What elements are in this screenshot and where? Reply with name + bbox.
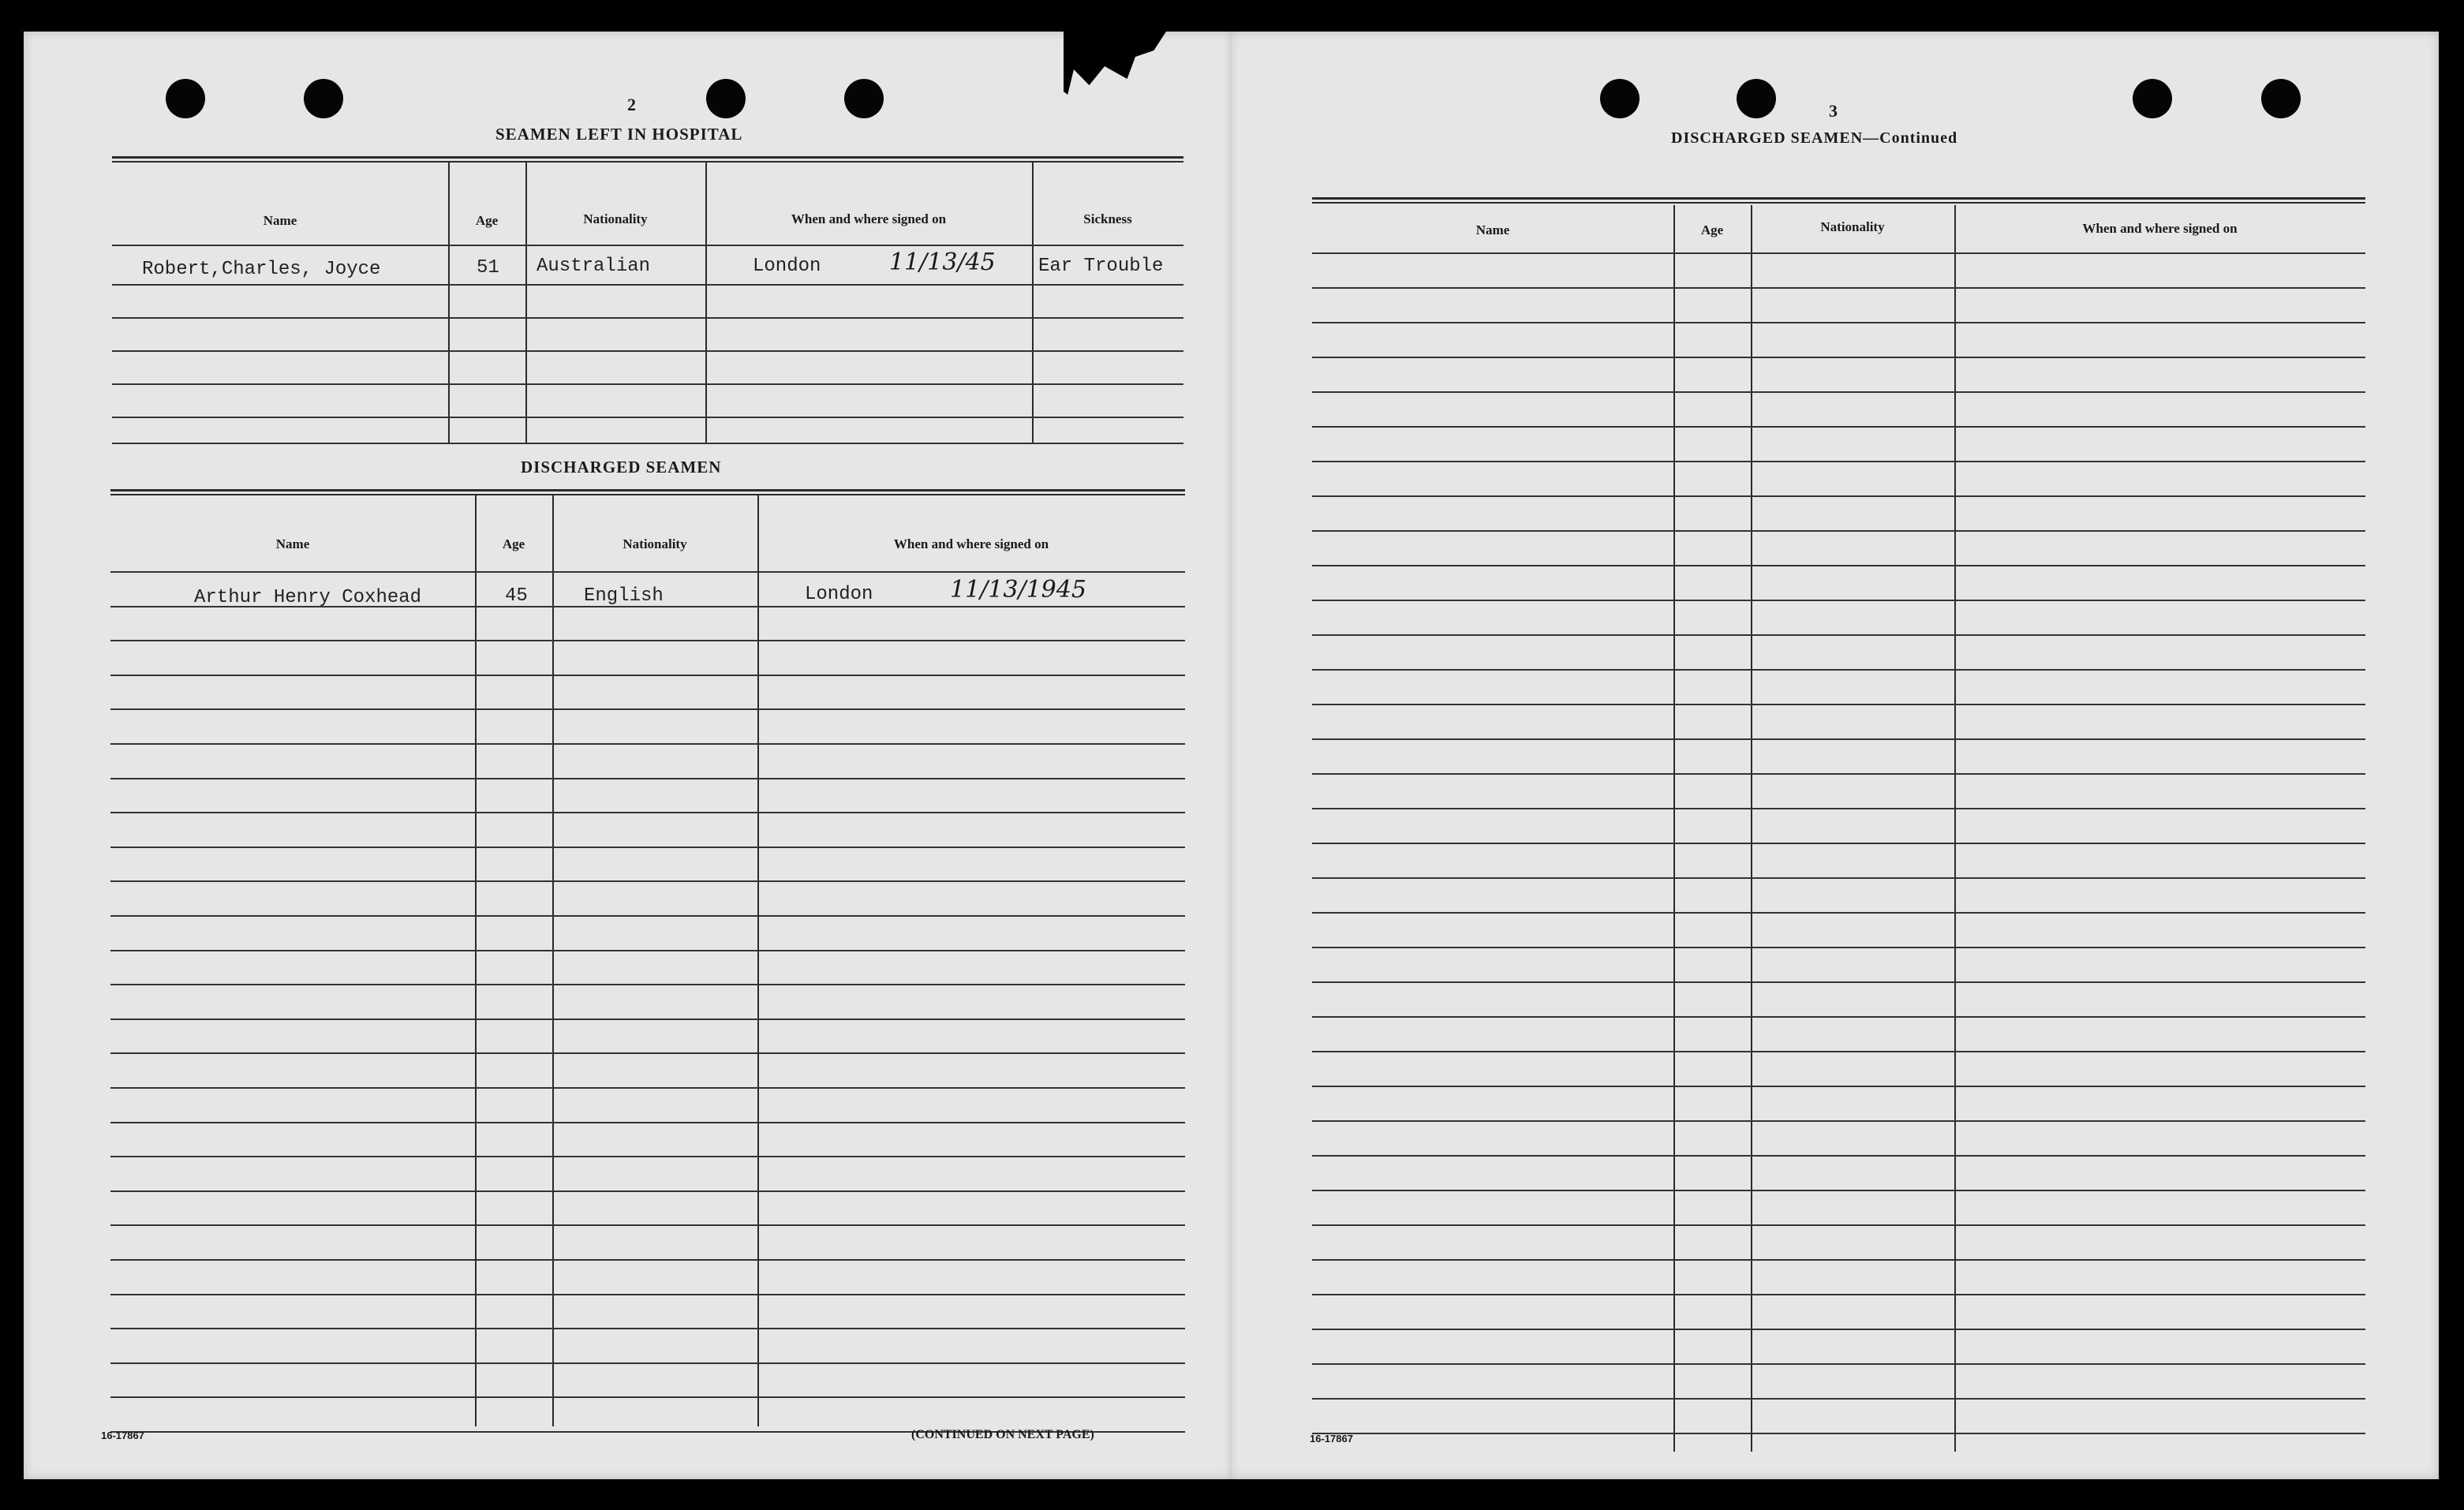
ruled-line bbox=[110, 1259, 1185, 1261]
ruled-line bbox=[1312, 1363, 2365, 1365]
continued-note: (CONTINUED ON NEXT PAGE) bbox=[911, 1428, 1094, 1441]
ruled-line bbox=[110, 640, 1185, 641]
ruled-line bbox=[1312, 704, 2365, 705]
header-when-where: When and where signed on bbox=[791, 211, 947, 226]
section-title-hospital: SEAMEN LEFT IN HOSPITAL bbox=[495, 125, 743, 144]
ruled-line bbox=[1312, 426, 2365, 428]
header-nationality: Nationality bbox=[1820, 219, 1885, 234]
header-when-where: When and where signed on bbox=[2082, 221, 2238, 236]
header-age: Age bbox=[1700, 222, 1724, 237]
hospital-row-date: 11/13/45 bbox=[889, 249, 996, 276]
page-number: 2 bbox=[627, 95, 636, 114]
ruled-line bbox=[110, 880, 1185, 882]
header-sickness: Sickness bbox=[1083, 211, 1132, 226]
ruled-line bbox=[110, 847, 1185, 848]
punch-hole bbox=[166, 79, 205, 118]
ruled-line bbox=[1312, 1190, 2365, 1191]
ruled-line bbox=[110, 675, 1185, 676]
discharged-row-nationality: English bbox=[584, 585, 664, 607]
discharged-continued-table bbox=[1312, 166, 2365, 1452]
header-nationality: Nationality bbox=[583, 211, 648, 226]
ruled-line bbox=[110, 1052, 1185, 1054]
punch-hole bbox=[844, 79, 884, 118]
hospital-row-nationality: Australian bbox=[537, 256, 651, 277]
hospital-row-place: London bbox=[753, 256, 821, 277]
ruled-line bbox=[110, 1396, 1185, 1398]
ruled-line bbox=[1312, 669, 2365, 671]
discharged-row-date: 11/13/1945 bbox=[950, 576, 1086, 604]
form-code: 16-17867 bbox=[1310, 1433, 1353, 1445]
section-title-discharged: DISCHARGED SEAMEN bbox=[521, 458, 722, 477]
ruled-line bbox=[1312, 1086, 2365, 1087]
ruled-line bbox=[110, 1224, 1185, 1226]
ruled-line bbox=[1312, 1016, 2365, 1018]
punch-hole bbox=[706, 79, 746, 118]
header-nationality: Nationality bbox=[623, 536, 687, 551]
ruled-line bbox=[1312, 634, 2365, 636]
ruled-line bbox=[1312, 461, 2365, 462]
torn-edge bbox=[1064, 32, 1166, 95]
ruled-line bbox=[110, 778, 1185, 779]
ruled-line bbox=[110, 984, 1185, 985]
punch-hole bbox=[2261, 79, 2301, 118]
form-code: 16-17867 bbox=[101, 1430, 144, 1441]
ruled-line bbox=[110, 1019, 1185, 1020]
ruled-line bbox=[1312, 600, 2365, 601]
ruled-line bbox=[1312, 1224, 2365, 1226]
ruled-line bbox=[1312, 877, 2365, 879]
ruled-line bbox=[1312, 912, 2365, 914]
ruled-line bbox=[1312, 843, 2365, 844]
ruled-line bbox=[110, 812, 1185, 813]
section-title-discharged-continued: DISCHARGED SEAMEN—Continued bbox=[1671, 129, 1958, 147]
punch-hole bbox=[1737, 79, 1776, 118]
punch-hole bbox=[1600, 79, 1640, 118]
ruled-line bbox=[1312, 1398, 2365, 1400]
header-when-where: When and where signed on bbox=[893, 536, 1049, 551]
ruled-line bbox=[1312, 947, 2365, 948]
discharged-row-age: 45 bbox=[505, 585, 528, 607]
header-age: Age bbox=[502, 536, 525, 551]
ruled-line bbox=[1312, 252, 2365, 254]
right-page bbox=[1229, 32, 2439, 1479]
ruled-line bbox=[1312, 738, 2365, 740]
ruled-line bbox=[110, 743, 1185, 745]
ruled-line bbox=[1312, 981, 2365, 983]
ruled-line bbox=[110, 708, 1185, 710]
ruled-line bbox=[1312, 1155, 2365, 1157]
header-name: Name bbox=[275, 536, 310, 551]
ruled-line bbox=[1312, 495, 2365, 497]
ruled-line bbox=[110, 1190, 1185, 1192]
ruled-line bbox=[110, 950, 1185, 951]
ruled-line bbox=[1312, 1120, 2365, 1122]
ruled-line bbox=[1312, 1259, 2365, 1261]
header-age: Age bbox=[475, 213, 499, 228]
ruled-line bbox=[1312, 391, 2365, 393]
hospital-row-name: Robert,Charles, Joyce bbox=[142, 259, 381, 280]
ruled-line bbox=[1312, 287, 2365, 289]
ruled-line bbox=[110, 1328, 1185, 1329]
ruled-line bbox=[1312, 773, 2365, 775]
ruled-line bbox=[110, 1362, 1185, 1364]
ruled-line bbox=[1312, 808, 2365, 809]
discharged-row-place: London bbox=[805, 584, 873, 605]
discharged-row-name: Arthur Henry Coxhead bbox=[194, 587, 422, 608]
left-page bbox=[24, 32, 1232, 1479]
ruled-line bbox=[1312, 565, 2365, 566]
page-number: 3 bbox=[1829, 101, 1838, 121]
punch-hole bbox=[304, 79, 343, 118]
header-name: Name bbox=[263, 213, 297, 228]
discharged-table bbox=[110, 489, 1185, 1428]
header-name: Name bbox=[1475, 222, 1510, 237]
ruled-line bbox=[110, 1122, 1185, 1123]
punch-hole bbox=[2133, 79, 2172, 118]
ruled-line bbox=[110, 1294, 1185, 1295]
ruled-line bbox=[110, 1087, 1185, 1089]
ruled-line bbox=[110, 571, 1185, 573]
ruled-line bbox=[1312, 1294, 2365, 1295]
hospital-row-age: 51 bbox=[477, 257, 499, 278]
ruled-line bbox=[1312, 357, 2365, 358]
ruled-line bbox=[110, 915, 1185, 917]
ruled-line bbox=[1312, 530, 2365, 532]
ruled-line bbox=[1312, 1433, 2365, 1434]
ruled-line bbox=[1312, 322, 2365, 323]
hospital-table bbox=[112, 156, 1183, 444]
hospital-row-sickness: Ear Trouble bbox=[1038, 256, 1164, 277]
ruled-line bbox=[110, 1156, 1185, 1157]
ruled-line bbox=[1312, 1329, 2365, 1330]
ruled-line bbox=[1312, 1051, 2365, 1052]
